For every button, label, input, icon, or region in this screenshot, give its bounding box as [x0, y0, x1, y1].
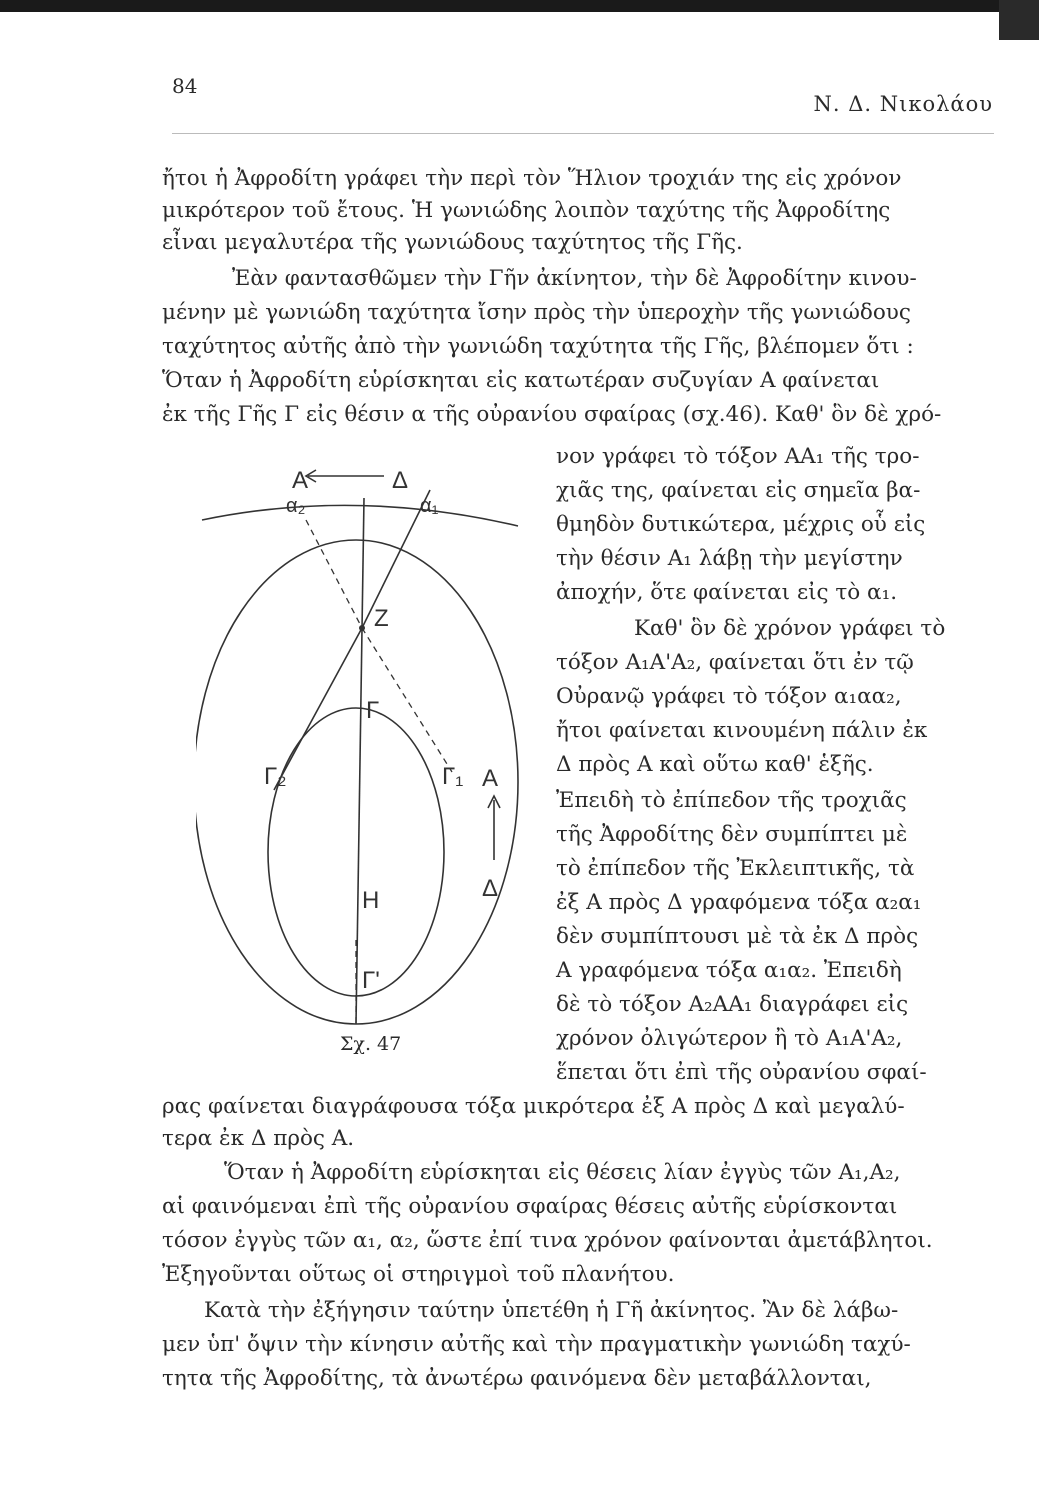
text-line: τὴν θέσιν Α₁ λάβῃ τὴν μεγίστην: [556, 546, 903, 571]
label-g1: Γ₁: [442, 763, 464, 790]
axis-line: [356, 498, 364, 1024]
text-line: θμηδὸν δυτικώτερα, μέχρις οὗ εἰς: [556, 512, 926, 537]
text-line: τόσον ἐγγὺς τῶν α₁, α₂, ὥστε ἐπί τινα χρόνον φαίνονται ἀμετάβλητοι.: [162, 1228, 933, 1253]
text-line: δὲ τὸ τόξον Α₂ΑΑ₁ διαγράφει εἰς: [556, 992, 909, 1017]
scan-corner: [999, 0, 1039, 40]
header-rule: [172, 133, 994, 134]
label-z: Ζ: [374, 605, 389, 632]
label-d-right: Δ: [482, 875, 499, 902]
dashed-a2-z: [306, 520, 362, 628]
text-line: Δ πρὸς Α καὶ οὕτω καθ' ἑξῆς.: [556, 752, 874, 777]
label-a-right: Α: [482, 765, 499, 792]
label-h: Η: [362, 887, 380, 914]
text-line: Α γραφόμενα τόξα α₁α₂. Ἐπειδὴ: [556, 958, 902, 983]
text-line: Οὐρανῷ γράφει τὸ τόξον α₁αα₂,: [556, 684, 902, 709]
label-a1: α₁: [420, 495, 439, 517]
text-line: ἕπεται ὅτι ἐπὶ τῆς οὐρανίου σφαί-: [556, 1060, 927, 1085]
figure-caption: Σχ. 47: [340, 1033, 402, 1055]
text-line: Ὅταν ἡ Ἀφροδίτη εὑρίσκηται εἰς κατωτέραν συζυγίαν Α φαίνεται: [162, 368, 880, 393]
text-line: τόξον Α₁Α'Α₂, φαίνεται ὅτι ἐν τῷ: [556, 650, 914, 675]
text-line: Κατὰ τὴν ἐξήγησιν ταύτην ὑπετέθη ἡ Γῆ ἀκίνητος. Ἂν δὲ λάβω-: [204, 1298, 899, 1323]
text-line: νον γράφει τὸ τόξον ΑΑ₁ τῆς τρο-: [556, 444, 920, 469]
text-line: ἐξ Α πρὸς Δ γραφόμενα τόξα α₂α₁: [556, 890, 922, 915]
page-number: 84: [172, 74, 198, 98]
text-line: τὸ ἐπίπεδον τῆς Ἐκλειπτικῆς, τὰ: [556, 856, 915, 881]
scan-top-edge: [0, 0, 1039, 12]
text-line: τητα τῆς Ἀφροδίτης, τὰ ἀνωτέρω φαινόμενα δὲν μεταβάλλονται,: [162, 1366, 872, 1391]
text-line: ταχύτητος αὐτῆς ἀπὸ τὴν γωνιώδη ταχύτητα τῆς Γῆς, βλέπομεν ὅτι :: [162, 334, 914, 359]
text-line: τῆς Ἀφροδίτης δὲν συμπίπτει μὲ: [556, 822, 908, 847]
text-line: μικρότερον τοῦ ἔτους. Ἡ γωνιώδης λοιπὸν ταχύτης τῆς Ἀφροδίτης: [162, 198, 891, 223]
running-title: Ν. Δ. Νικολάου: [813, 92, 993, 116]
point-z: [359, 625, 365, 631]
text-line: ἤτοι φαίνεται κινουμένη πάλιν ἐκ: [556, 718, 928, 743]
text-line: χιᾶς της, φαίνεται εἰς σημεῖα βα-: [556, 478, 921, 503]
text-line: Ἐπειδὴ τὸ ἐπίπεδον τῆς τροχιᾶς: [556, 788, 907, 813]
text-line: ρας φαίνεται διαγράφουσα τόξα μικρότερα ἐξ Α πρὸς Δ καὶ μεγαλύ-: [162, 1094, 905, 1119]
label-g-prime: Γ': [362, 967, 380, 994]
label-g: Γ: [366, 697, 380, 724]
text-line: αἱ φαινόμεναι ἐπὶ τῆς οὐρανίου σφαίρας θέσεις αὐτῆς εὑρίσκονται: [162, 1194, 898, 1219]
text-line: χρόνον ὀλιγώτερον ἢ τὸ Α₁Α'Α₂,: [556, 1026, 903, 1051]
text-line: εἶναι μεγαλυτέρα τῆς γωνιώδους ταχύτητος τῆς Γῆς.: [162, 230, 743, 255]
label-d-top: Δ: [392, 467, 409, 494]
text-line: ἤτοι ἡ Ἀφροδίτη γράφει τὴν περὶ τὸν Ἥλιον τροχιάν της εἰς χρόνον: [162, 166, 902, 191]
text-line: ἀποχήν, ὅτε φαίνεται εἰς τὸ α₁.: [556, 580, 898, 605]
text-line: τερα ἐκ Δ πρὸς Α.: [162, 1126, 355, 1151]
celestial-arc: [202, 505, 518, 526]
text-line: μένην μὲ γωνιώδη ταχύτητα ἴσην πρὸς τὴν ὑπεροχὴν τῆς γωνιώδους: [162, 300, 911, 325]
text-line: Ἐξηγοῦνται οὕτως οἱ στηριγμοὶ τοῦ πλανήτου.: [162, 1262, 675, 1287]
label-a2: α₂: [286, 495, 306, 517]
text-line: Καθ' ὃν δὲ χρόνον γράφει τὸ: [634, 616, 946, 641]
figure-47: [196, 380, 526, 1040]
label-g2: Γ₂: [264, 763, 287, 790]
label-a-top: Α: [292, 467, 309, 494]
text-line: Ἐὰν φαντασθῶμεν τὴν Γῆν ἀκίνητον, τὴν δὲ Ἀφροδίτην κινου-: [232, 266, 917, 291]
text-line: μεν ὑπ' ὄψιν τὴν κίνησιν αὐτῆς καὶ τὴν πραγματικὴν γωνιώδη ταχύ-: [162, 1332, 911, 1357]
text-line: ἐκ τῆς Γῆς Γ εἰς θέσιν α τῆς οὐρανίου σφαίρας (σχ.46). Καθ' ὃν δὲ χρό-: [162, 402, 942, 427]
text-line: Ὅταν ἡ Ἀφροδίτη εὑρίσκηται εἰς θέσεις λίαν ἐγγὺς τῶν Α₁,Α₂,: [224, 1160, 901, 1185]
text-line: δὲν συμπίπτουσι μὲ τὰ ἐκ Δ πρὸς: [556, 924, 919, 949]
